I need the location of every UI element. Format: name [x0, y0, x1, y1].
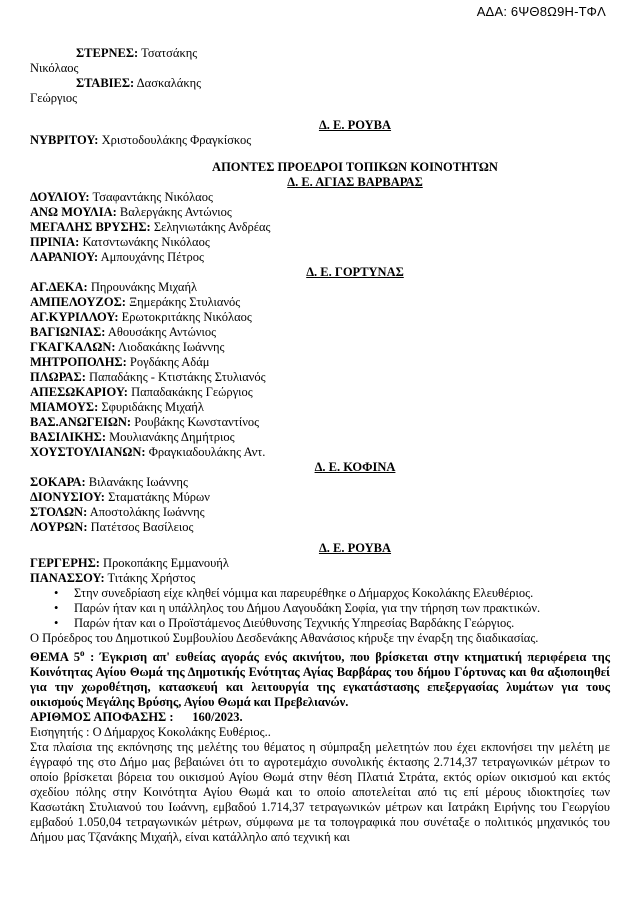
member-row: ΜΗΤΡΟΠΟΛΗΣ: Ρογδάκης Αδάμ — [30, 355, 210, 369]
member-row: ΒΑΣ.ΑΝΩΓΕΙΩΝ: Ρουβάκης Κωνσταντίνος — [30, 415, 260, 429]
member-row: ΑΓ.ΚΥΡΙΛΛΟΥ: Ερωτοκριτάκης Νικόλαος — [30, 310, 252, 324]
bullet-item: • Παρών ήταν και η υπάλληλος του Δήμου Λαγουδάκη Σοφία, για την τήρηση των πρακτικών. — [74, 601, 610, 616]
agenda-item: ΘΕΜΑ $5^o$ : Έγκριση απ' ευθείας αγοράς ενός ακινήτου, που βρίσκεται στην κτηματική περιφέρεια της Κοινότητας Αγίου Θωμά της Δημοτικής Ενότητας Αγίας Βαρβάρας του δήμου Γόρτυνας και θα αξιοποιηθεί για την χωροθέτηση, κατασκευή και λειτουργία της εγκατάστασης επεξεργασίας λυμάτων για τους οικισμούς Μεγάλης Βρύσης, Αγίου Θωμά και Πρεβελιανών. — [30, 648, 610, 710]
section-title-rouva-1: Δ. Ε. ΡΟΥΒΑ — [318, 118, 392, 132]
member-row: ΑΠΕΣΩΚΑΡΙΟΥ: Παπαδακάκης Γεώργιος — [30, 385, 253, 399]
bullet-item: • Στην συνεδρίαση είχε κληθεί νόμιμα και παρευρέθηκε ο Δήμαρχος Κοκολάκης Ελευθέριος. — [74, 586, 610, 601]
attendance-notes — [30, 586, 610, 631]
section-title-agia-varvara: Δ. Ε. ΑΓΙΑΣ ΒΑΡΒΑΡΑΣ — [287, 175, 423, 189]
member-row: ΓΕΡΓΕΡΗΣ: Προκοπάκης Εμμανουήλ — [30, 556, 229, 570]
section-title-rouva-2: Δ. Ε. ΡΟΥΒΑ — [318, 541, 392, 555]
member-row: ΔΟΥΛΙΟΥ: Τσαφαντάκης Νικόλαος — [30, 190, 213, 204]
member-row: ΣΟΚΑΡΑ: Βιλανάκης Ιωάννης — [30, 475, 188, 489]
member-row: ΑΓ.ΔΕΚΑ: Πηρουνάκης Μιχαήλ — [30, 280, 198, 294]
member-row: ΜΕΓΑΛΗΣ ΒΡΥΣΗΣ: Σεληνιωτάκης Ανδρέας — [30, 220, 271, 234]
document-page — [30, 46, 610, 845]
member-row: ΠΡΙΝΙΑ: Κατσντωνάκης Νικόλαος — [30, 235, 210, 249]
member-row: ΒΑΣΙΛΙΚΗΣ: Μουλιανάκης Δημήτριος — [30, 430, 235, 444]
agenda-text: : Έγκριση απ' ευθείας αγοράς ενός ακινήτου, που βρίσκεται στην κτηματική περιφέρεια της Κοινότητας Αγίου Θωμά της Δημοτικής Ενότητας Αγίας Βαρβάρας του δήμου Γόρτυνας και θα αξιοποιηθεί για την χωροθέτηση, κατασκευή και λειτουργία της εγκατάστασης επεξεργασίας λυμάτων για τους οικισμούς Μεγάλης Βρύσης, Αγίου Θωμά και Πρεβελιανών. — [30, 650, 610, 710]
section-title-gortynas: Δ. Ε. ΓΟΡΤΥΝΑΣ — [306, 265, 404, 279]
member-row: ΔΙΟΝΥΣΙΟΥ: Σταματάκης Μύρων — [30, 490, 210, 504]
member-row: ΑΝΩ ΜΟΥΛΙΑ: Βαλεργάκης Αντώνιος — [30, 205, 232, 219]
bullet-item: • Παρών ήταν και ο Προϊστάμενος Διεύθυνσης Τεχνικής Υπηρεσίας Βαρδάκης Γεώργιος. — [74, 616, 610, 631]
member-row: ΧΟΥΣΤΟΥΛΙΑΝΩΝ: Φραγκιαδουλάκης Αντ. — [30, 445, 266, 459]
member-row: ΒΑΓΙΩΝΙΑΣ: Αθουσάκης Αντώνιος — [30, 325, 217, 339]
absent-presidents-title: ΑΠΟΝΤΕΣ ΠΡΟΕΔΡΟΙ ΤΟΠΙΚΩΝ ΚΟΙΝΟΤΗΤΩΝ — [212, 160, 498, 174]
member-row: ΝΥΒΡΙΤΟΥ: Χριστοδουλάκης Φραγκίσκος — [30, 133, 252, 147]
member-sternes: ΣΤΕΡΝΕΣ: Τσατσάκης — [76, 46, 198, 60]
member-stavies-cont: Γεώργιος — [30, 91, 78, 105]
member-stavies: ΣΤΑΒΙΕΣ: Δασκαλάκης — [76, 76, 202, 90]
member-row: ΣΤΟΛΩΝ: Αποστολάκης Ιωάννης — [30, 505, 205, 519]
president-line: Ο Πρόεδρος του Δημοτικού Συμβουλίου Δεσδενάκης Αθανάσιος κήρυξε την έναρξη της διαδικασίας. — [30, 631, 539, 645]
section-title-kofina: Δ. Ε. ΚΟΦΙΝΑ — [314, 460, 396, 474]
member-row: ΑΜΠΕΛΟΥΖΟΣ: Ξημεράκης Στυλιανός — [30, 295, 241, 309]
body-paragraph: Στα πλαίσια της εκπόνησης της μελέτης του θέματος η σύμπραξη μελετητών που έχει εκπονήσει την μελέτη με έγγραφό της στο Δήμο μας βεβαιώνει ότι το αγροτεμάχιο συνολικής έκτασης 2.714,37 τετραγωνικών μέτρων το οποίο βρίσκεται βόρεια του οικισμού Αγίου Θωμά στην θέση Πλατιά Στράτα, εκτός ορίων οικισμού και εκτός σχεδίου πόλης στην Κοινότητα Αγίου Θωμά και το οποίο αποτελείται από τις επί μέρους ιδιοκτησίες των Κασωτάκη Στυλιανού του Ιωάννη, εμβαδού 1.714,37 τετραγωνικών μέτρων και Ιατράκη Ειρήνης του Γεωργίου εμβαδού 1.050,04 τετραγωνικών μέτρων, σύμφωνα με τα τοπογραφικά που συνέταξε ο πολιτικός μηχανικός του Δήμου μας Τζανάκης Μιχαήλ, είναι κατάλληλο από τεχνική και — [30, 740, 610, 845]
member-row: ΛΑΡΑΝΙΟΥ: Αμπουχάνης Πέτρος — [30, 250, 204, 264]
member-row: ΛΟΥΡΩΝ: Πατέτσος Βασίλειος — [30, 520, 194, 534]
agenda-label: ΘΕΜΑ 5 — [30, 650, 81, 665]
member-sternes-cont: Νικόλαος — [30, 61, 79, 75]
member-row: ΠΛΩΡΑΣ: Παπαδάκης - Κτιστάκης Στυλιανός — [30, 370, 266, 384]
member-row: ΠΑΝΑΣΣΟΥ: Τιτάκης Χρήστος — [30, 571, 196, 585]
decision-number: ΑΡΙΘΜΟΣ ΑΠΟΦΑΣΗΣ : 160/2023. — [30, 710, 243, 725]
member-row: ΜΙΑΜΟΥΣ: Σφυριδάκης Μιχαήλ — [30, 400, 204, 414]
ada-code: ΑΔΑ: 6ΨΘ8Ω9Η-ΤΦΛ — [476, 4, 606, 19]
rapporteur: Εισηγητής : Ο Δήμαρχος Κοκολάκης Ευθέριος.. — [30, 725, 271, 740]
member-row: ΓΚΑΓΚΑΛΩΝ: Λιοδακάκης Ιωάννης — [30, 340, 225, 354]
